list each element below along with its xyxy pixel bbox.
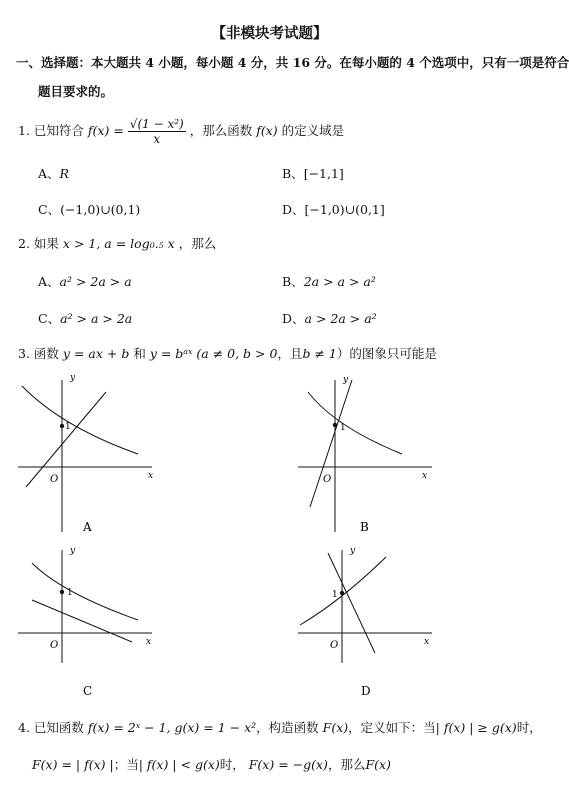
question-text: 的定义域是 <box>281 123 345 138</box>
point-marker <box>60 424 64 428</box>
question-text: 和 <box>133 346 146 361</box>
unit-label: 1 <box>65 422 71 432</box>
option-a[interactable]: A、a² > 2a > a <box>38 274 132 289</box>
line <box>32 600 132 642</box>
fraction <box>128 117 186 146</box>
origin-label: O <box>323 474 332 485</box>
section-heading-cont: 题目要求的。 <box>38 84 114 99</box>
origin-label: O <box>330 640 339 651</box>
question-text: 如果 <box>33 236 59 251</box>
graph-c[interactable] <box>10 545 160 703</box>
point-marker <box>60 590 64 594</box>
question-text: 时， <box>516 720 542 735</box>
axis-y-label: y <box>350 546 356 556</box>
condition: x > 1, a = log₀.₅ x <box>62 236 175 251</box>
graph-label: B <box>360 520 369 534</box>
exp-curve <box>300 557 386 625</box>
section-heading: 一、选择题：本大题共 4 小题，每小题 4 分，共 16 分。在每小题的 4 个选项中，只有一项是符合 <box>16 55 569 70</box>
option-d[interactable]: D、[−1,0)∪(0,1] <box>282 202 385 217</box>
function-F: F(x) <box>365 757 391 772</box>
question-4 <box>18 718 542 736</box>
line <box>26 392 106 487</box>
option-c[interactable]: C、a² > a > 2a <box>38 311 133 326</box>
graph-label: C <box>83 684 93 698</box>
graph-b[interactable] <box>290 372 440 537</box>
question-3 <box>18 344 437 362</box>
axis-x-label: x <box>148 471 154 481</box>
graph-d[interactable] <box>290 545 440 703</box>
line <box>310 380 352 507</box>
axis-x-label: x <box>422 471 428 481</box>
question-text: ，且 <box>277 346 303 361</box>
exponential-function: y = bᵃˣ (a ≠ 0, b > 0 <box>149 346 278 361</box>
fraction-numerator: √(1 − x²) <box>129 117 184 131</box>
question-text: ，那么函数 <box>189 123 253 138</box>
exp-curve <box>32 563 138 620</box>
question-text: ，那么 <box>178 236 217 251</box>
exp-curve <box>22 386 138 454</box>
question-number: 2. <box>18 236 30 251</box>
condition: | f(x) | ≥ g(x) <box>435 720 517 735</box>
definition-1: F(x) = | f(x) | <box>32 757 114 772</box>
question-text: ，定义如下：当 <box>348 720 436 735</box>
question-number: 4. <box>18 720 30 735</box>
option-d[interactable]: D、a > 2a > a² <box>282 311 377 326</box>
option-b[interactable]: B、2a > a > a² <box>282 274 376 289</box>
definition-2: F(x) = −g(x) <box>248 757 328 772</box>
question-number: 3. <box>18 346 30 361</box>
question-text: 已知函数 <box>33 720 84 735</box>
option-a[interactable]: A、R <box>38 166 69 181</box>
graph-label: D <box>361 684 371 698</box>
axis-y-label: y <box>343 375 349 385</box>
origin-label: O <box>50 640 59 651</box>
condition: b ≠ 1 <box>302 346 337 361</box>
question-text: ，构造函数 <box>256 720 319 735</box>
unit-label: 1 <box>340 423 346 433</box>
question-text: 函数 <box>33 346 59 361</box>
question-2 <box>18 234 216 252</box>
axis-x-label: x <box>146 637 152 647</box>
axis-x-label: x <box>424 637 430 647</box>
function-F: F(x) <box>322 720 349 735</box>
axis-y-label: y <box>70 373 76 383</box>
point-marker <box>333 423 337 427</box>
graph-label: A <box>83 520 92 534</box>
question-text: ）的图象只可能是 <box>336 346 437 361</box>
linear-function: y = ax + b <box>62 346 130 361</box>
axis-y-label: y <box>70 546 76 556</box>
point-marker <box>340 591 344 595</box>
question-4-cont: F(x) = | f(x) |；当| f(x) | < g(x)时， F(x) = −g(x)，那么F(x) <box>32 757 391 772</box>
function-defs: f(x) = 2ˣ − 1, g(x) = 1 − x² <box>87 720 257 735</box>
option-c[interactable]: C、(−1,0)∪(0,1) <box>38 202 141 217</box>
question-number: 1. <box>18 123 30 138</box>
condition: | f(x) | < g(x) <box>138 757 220 772</box>
fraction-denominator: x <box>153 132 161 146</box>
question-1 <box>18 117 344 146</box>
function-f: f(x) <box>256 123 278 138</box>
question-text: 已知符合 <box>33 123 84 138</box>
exp-curve <box>308 392 402 454</box>
function-f: f(x) = <box>87 123 124 138</box>
unit-label: 1 <box>67 588 73 598</box>
page-title: 【非模块考试题】 <box>211 25 328 42</box>
origin-label: O <box>50 474 59 485</box>
unit-label: 1 <box>332 590 338 600</box>
option-b[interactable]: B、[−1,1] <box>282 166 344 181</box>
graph-a[interactable] <box>10 372 160 537</box>
line <box>328 553 375 653</box>
